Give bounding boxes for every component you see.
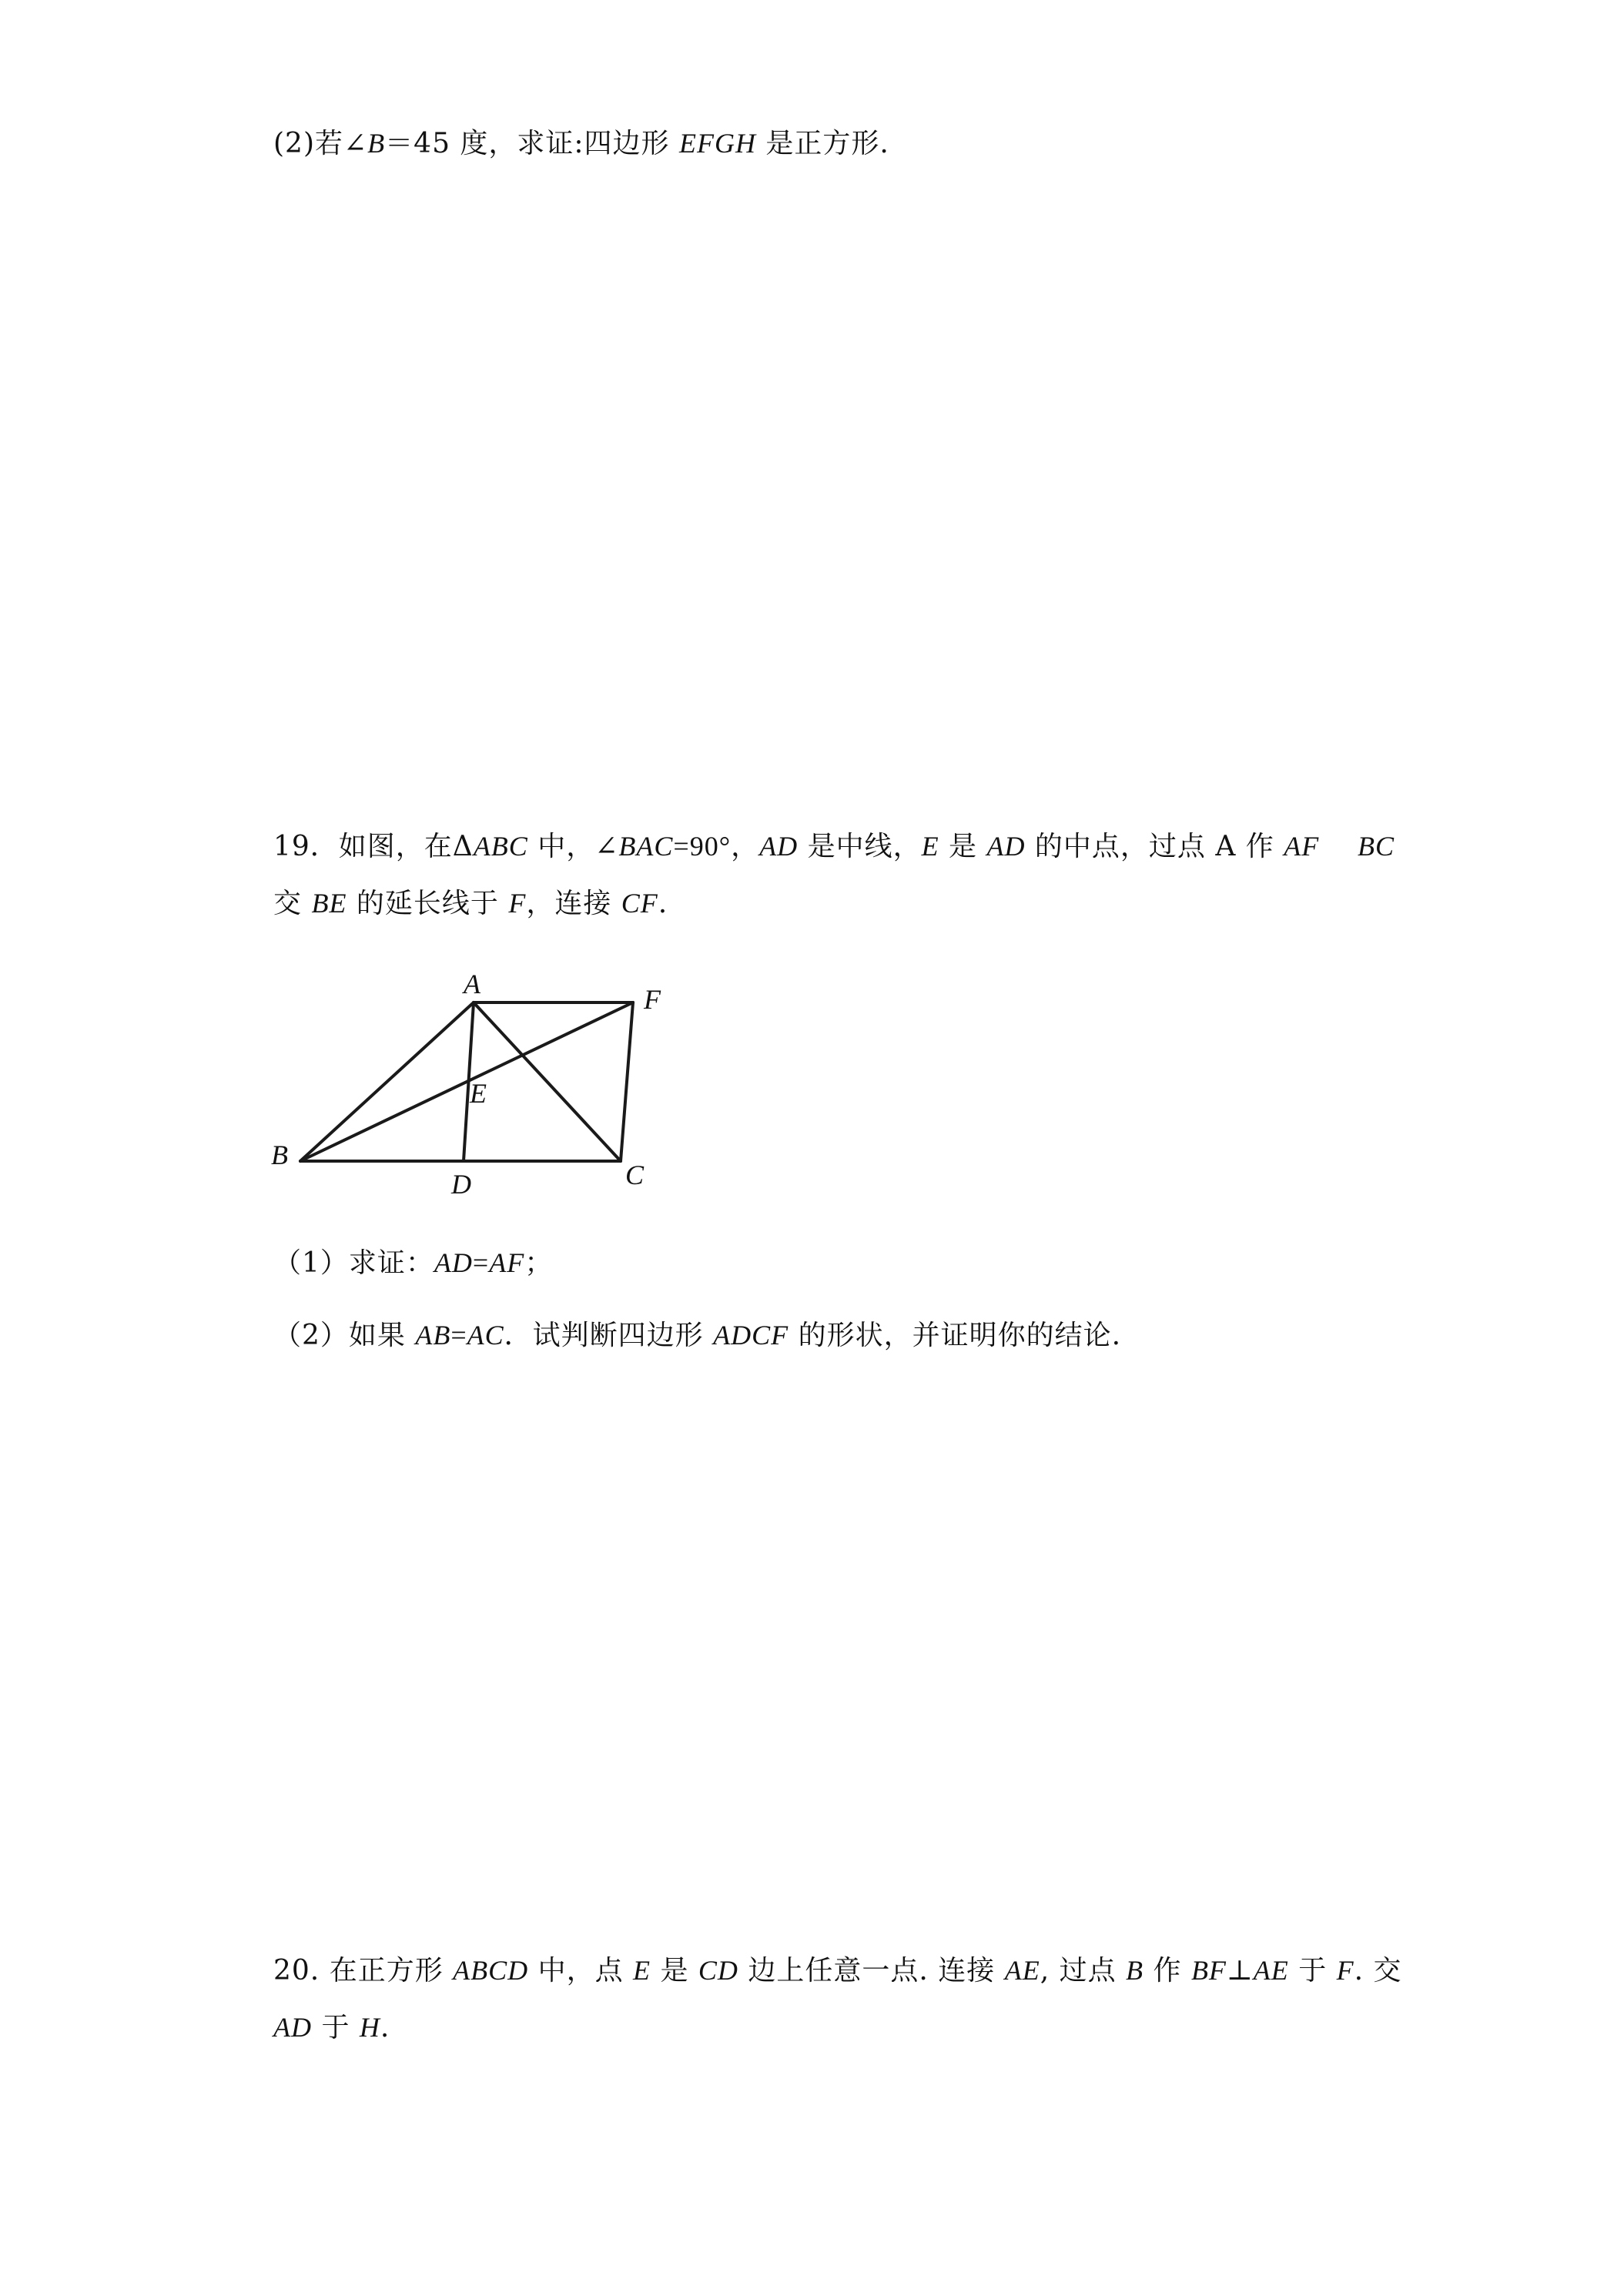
q19-p1-a: （1）求证： <box>273 1247 434 1279</box>
q19-l1-a: 19．如图，在Δ <box>273 831 474 862</box>
q19-l1-j: AD <box>986 831 1026 862</box>
q20-l1-g: 边上任意一点. 连接 <box>738 1955 1005 1986</box>
q18-part2-prefix: (2)若∠ <box>273 128 368 159</box>
segment-ac <box>474 1002 621 1161</box>
q19-l1-k: 的中点，过点 A 作 <box>1025 831 1284 862</box>
q20-l1-i: , 过点 <box>1040 1955 1127 1986</box>
q18-part2-var-b: B <box>367 128 386 159</box>
q20-l1-p: F <box>1336 1955 1354 1986</box>
q19-line1 <box>273 829 1395 864</box>
q20-l1-e: 是 <box>651 1955 698 1986</box>
q19-p2-b: AB <box>415 1320 451 1350</box>
q18-part2-eq: ＝45 度，求证:四边形 <box>385 128 679 159</box>
q19-p1-b: AD <box>434 1247 473 1278</box>
q19-part1 <box>273 1246 553 1280</box>
q19-p2-g: 的形状，并证明你的结论. <box>789 1320 1122 1351</box>
q20-l1-j: B <box>1126 1955 1144 1986</box>
q19-l1-m <box>1319 831 1358 862</box>
q19-l1-e: =90°， <box>673 831 760 862</box>
q19-l2-d: F <box>508 888 527 919</box>
q19-l2-e: ，连接 <box>526 888 621 919</box>
q20-l1-m: ⊥ <box>1226 1955 1254 1986</box>
label-b: B <box>271 1140 288 1170</box>
q19-l1-d: BAC <box>618 831 674 862</box>
label-c: C <box>625 1160 645 1190</box>
q20-l1-k: 作 <box>1143 1955 1191 1986</box>
q19-l2-g: . <box>658 888 668 919</box>
q19-l2-c: 的延长线于 <box>347 888 509 919</box>
q19-part2 <box>273 1318 1121 1353</box>
q19-l1-n: BC <box>1358 831 1395 862</box>
q19-p2-e: ．试判断四边形 <box>504 1320 714 1351</box>
q19-l1-g: 是中线， <box>798 831 922 862</box>
q19-line2 <box>273 886 668 921</box>
q20-l2-a: AD <box>273 2012 312 2043</box>
q19-l2-f: CF <box>621 888 658 919</box>
q20-l1-b: ABCD <box>453 1955 529 1986</box>
q19-l1-i: 是 <box>939 831 987 862</box>
label-d: D <box>451 1169 471 1200</box>
q20-l1-a: 20. 在正方形 <box>273 1955 454 1986</box>
q19-p2-a: （2）如果 <box>273 1320 416 1351</box>
q19-l1-c: 中，∠ <box>527 831 619 862</box>
q20-l1-c: 中，点 <box>528 1955 634 1986</box>
label-a: A <box>464 969 481 999</box>
q18-part2-suffix: 是正方形. <box>755 128 889 159</box>
q20-line2 <box>273 2010 390 2045</box>
q19-p1-d: AF <box>489 1247 525 1278</box>
q20-l1-q: . 交 <box>1354 1955 1402 1986</box>
q20-l1-d: E <box>633 1955 651 1986</box>
q19-p2-c: = <box>450 1320 467 1350</box>
geometry-figure <box>262 962 693 1209</box>
q20-l1-f: CD <box>698 1955 738 1986</box>
q19-l1-l: AF <box>1284 831 1320 862</box>
q19-l1-f: AD <box>759 831 799 862</box>
q20-line1 <box>273 1953 1402 1988</box>
segment-fc <box>621 1002 633 1161</box>
label-f: F <box>644 984 661 1015</box>
q20-l2-b: 于 <box>312 2012 360 2043</box>
segment-bf <box>300 1002 633 1161</box>
q19-p2-f: ADCF <box>713 1320 789 1350</box>
q19-p1-e: ； <box>524 1247 554 1279</box>
q19-p2-d: AC <box>467 1320 504 1350</box>
segment-ab <box>300 1002 474 1161</box>
q19-l2-b: BE <box>311 888 347 919</box>
q20-l1-n: AE <box>1253 1955 1289 1986</box>
label-e: E <box>470 1078 487 1109</box>
q20-l1-l: BF <box>1190 1955 1227 1986</box>
q18-part2-var-efgh: EFGH <box>679 128 756 159</box>
q19-l2-a: 交 <box>273 888 312 919</box>
q19-l1-b: ABC <box>473 831 528 862</box>
q20-l1-o: 于 <box>1288 1955 1337 1986</box>
q20-l2-d: . <box>380 2012 390 2043</box>
q19-l1-h: E <box>921 831 939 862</box>
q20-l2-c: H <box>359 2012 380 2043</box>
q18-part2-line <box>273 126 889 161</box>
q19-p1-c: = <box>472 1247 490 1278</box>
q20-l1-h: AE <box>1004 1955 1040 1986</box>
